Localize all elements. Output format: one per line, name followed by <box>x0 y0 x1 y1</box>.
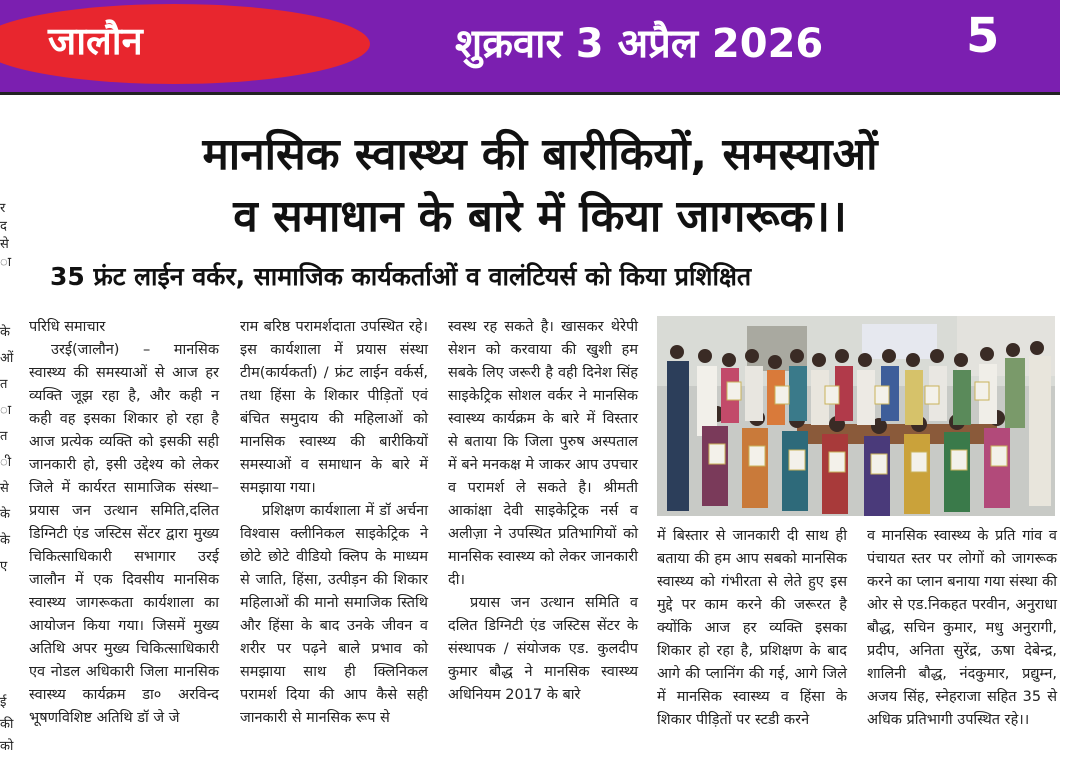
article-column-4 <box>657 525 847 732</box>
fragment-char: त <box>0 377 8 392</box>
adjacent-article-fragment-middle <box>0 320 16 580</box>
article-column-5 <box>867 525 1057 732</box>
fragment-char: त <box>0 429 8 444</box>
fragment-char: र <box>0 201 6 216</box>
article-paragraph: व मानसिक स्वास्थ्य के प्रति गांव व पंचायत स्तर पर लोगों को जागरूक करने का प्लान बनाया गया संस्था की ओर से एड.निकहत परवीन, अनुराधा बौद्ध, सचिन कुमार, मधु अनुरागी, प्रदीप, अनिता सुरेंद्र, ऊषा देबेन्द्र, शालिनी बौद्ध, नंदकुमार, प्रद्युम्न, अजय सिंह, स्नेहराजा सहित 35 से अधिक प्रतिभागी उपस्थित रहे।। <box>867 528 1057 728</box>
article-paragraph: में बिस्तार से जानकारी दी साथ ही बताया की हम आप सबको मानसिक स्वास्थ्य को गंभीरता से लेते हुए इस मुद्दे पर काम करने की जरूरत है क्योंकि आज हर व्यक्ति इसका शिकार हो रहा है, प्रशिक्षण के बाद आगे की प्लानिंग की गई, आगे जिले में मानसिक स्वास्थ्य व हिंसा के शिकार पीड़ितों पर स्टडी करने <box>657 528 847 728</box>
byline: परिधि समाचार <box>29 319 106 335</box>
article-column-1 <box>29 316 219 730</box>
adjacent-article-fragment-top <box>0 200 16 272</box>
headline-line-2: व समाधान के बारे में किया जागरूक।। <box>233 191 847 242</box>
article-paragraph: राम बरिष्ठ परामर्शदाता उपस्थित रहे। इस कार्यशाला में प्रयास संस्था टीम(कार्यकर्ता) / फ्रंट लाईन वर्कर्स, तथा हिंसा के शिकार पीड़ितों एवं बंचित समुदाय की महिलाओं को मानसिक स्वास्थ्य की बारीकियों समस्याओं व समाधान के बारे में समझाया गया। <box>240 319 428 496</box>
fragment-char: की <box>0 717 14 732</box>
subheadline: 35 फ्रंट लाईन वर्कर, सामाजिक कार्यकर्ताओं व वालंटियर्स को किया प्रशिक्षित <box>50 262 752 291</box>
fragment-char: ओं <box>0 351 14 366</box>
fragment-char: ए <box>0 559 8 574</box>
masthead-edge <box>1060 0 1080 92</box>
group-photo-illustration <box>657 316 1055 516</box>
fragment-char: को <box>0 739 14 754</box>
fragment-char: के <box>0 533 10 548</box>
article-paragraph: प्रयास जन उत्थान समिति व दलित डिग्निटी एंड जस्टिस सेंटर के संस्थापक / संयोजक एड. कुलदीप कुमार बौद्ध ने मानसिक स्वास्थ्य अधिनियम 2017 के बारे <box>448 595 638 703</box>
article-paragraph: उरई(जालौन) – मानसिक स्वास्थ्य की समस्याओं से आज हर व्यक्ति जूझ रहा है, और कही न कही वह इसका शिकार हो रहा है आज प्रत्येक व्यक्ति को इसकी सही जानकारी हो, इसी उद्देश्य को लेकर जिले में कार्यरत सामाजिक संस्था–प्रयास जन उत्थान समिति,दलित डिग्निटी एंड जस्टिस सेंटर द्वारा मुख्य चिकित्साधिकारी सभागार उरई जालौन में एक दिवसीय मानसिक स्वास्थ्य जागरूकता कार्यशाला का आयोजन किया गया। जिसमें मुख्य अतिथि अपर मुख्य चिकित्साधिकारी एव नोडल अधिकारी जिला मानसिक स्वास्थ्य कार्यक्रम डा० अरविन्द भूषणविशिष्ट अतिथि डॉ जे जे <box>29 342 219 726</box>
article-column-2 <box>240 316 428 730</box>
masthead-divider <box>0 92 1060 95</box>
article-paragraph: स्वस्थ रह सकते है। खासकर थेरेपी सेशन को करवाया की खुशी हम सबके लिए जरूरी है वही दिनेश सिंह साइकेट्रिक सोशल वर्कर ने मानसिक स्वास्थ्य कार्यक्रम के बारे में विस्तार से बताया कि जिला पुरुष अस्पताल में बने मनकक्ष मे जाकर आप उपचार व परामर्श ले सकते है। श्रीमती आकांक्षा देवी साइकेट्रिक नर्स व अलीज़ा ने उपस्थित प्रतिभागियों को मानसिक स्वास्थ्य को लेकर जानकारी दी। <box>448 319 638 588</box>
page-number: 5 <box>966 8 1000 64</box>
dateline: शुक्रवार 3 अप्रैल 2026 <box>455 21 824 67</box>
fragment-char: ा <box>0 255 12 270</box>
fragment-char: ा <box>0 403 12 418</box>
group-photo <box>657 316 1055 516</box>
fragment-char: ई <box>0 695 7 710</box>
article-paragraph: प्रशिक्षण कार्यशाला में डॉ अर्चना विश्वास क्लीनिकल साइकेट्रिक ने छोटे छोटे वीडियो क्लिप के माध्यम से जाति, हिंसा, उत्पीड़न की शिकार महिलाओं की मानो समाजिक स्तिथि और हिंसा के बाद उनके जीवन व शरीर पर पढ़ने बाले प्रभाव को समझाया साथ ही क्लिनिकल परामर्श दिया की आप कैसे सही जानकारी से मानसिक रूप से <box>240 503 428 726</box>
fragment-char: से <box>0 481 9 496</box>
article-column-3 <box>448 316 638 707</box>
adjacent-article-fragment-bottom <box>0 692 16 758</box>
headline-line-1: मानसिक स्वास्थ्य की बारीकियों, समस्याओं <box>202 129 878 180</box>
city-name: जालौन <box>48 19 143 63</box>
fragment-char: ी <box>0 455 12 470</box>
masthead-bar <box>0 0 1060 92</box>
fragment-char: के <box>0 325 10 340</box>
fragment-char: द <box>0 219 7 234</box>
fragment-char: से <box>0 237 9 252</box>
fragment-char: के <box>0 507 10 522</box>
